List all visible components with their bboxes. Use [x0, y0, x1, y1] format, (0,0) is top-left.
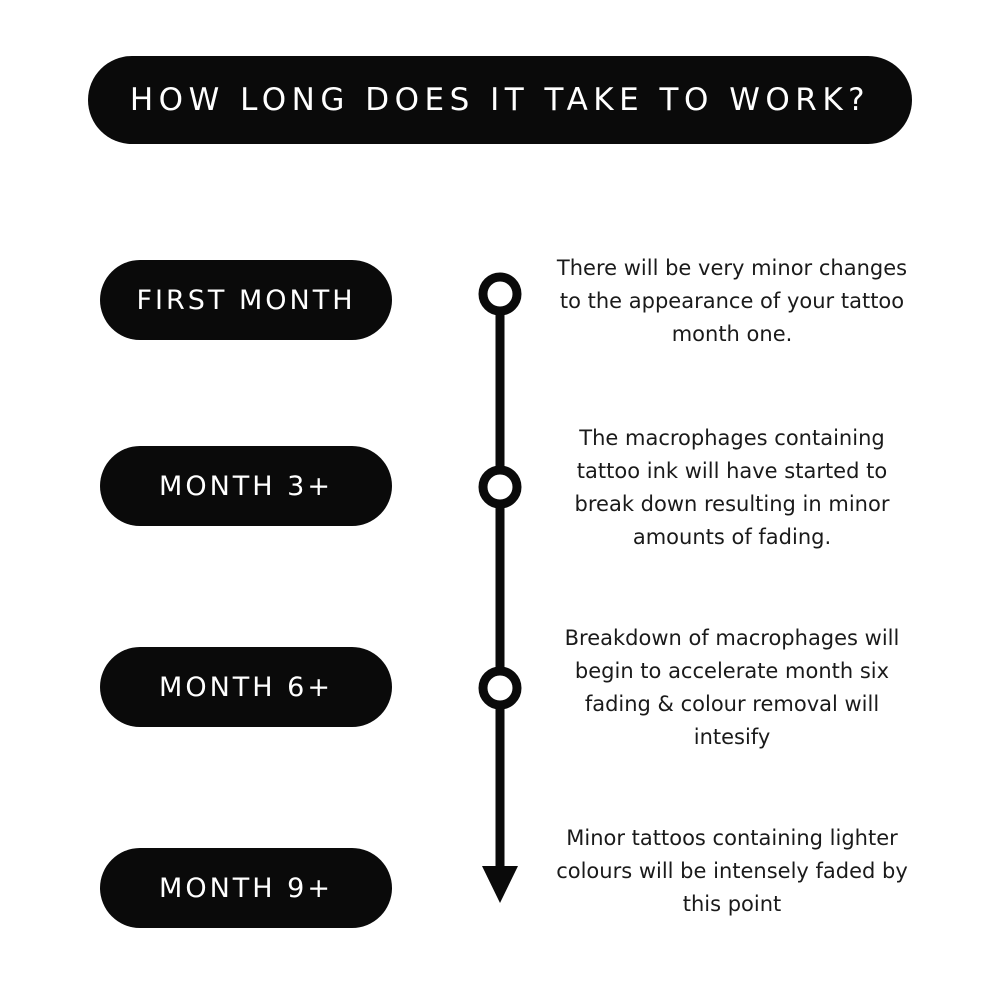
stage-description-text-1: There will be very minor changes to the appearance of your tattoo month one.	[556, 256, 908, 346]
stage-description-1	[552, 252, 912, 351]
timeline-node-3	[483, 671, 517, 705]
stage-label-pill-4	[100, 848, 392, 928]
stage-label-3: MONTH 6+	[159, 671, 333, 703]
stage-label-pill-1	[100, 260, 392, 340]
page-title: HOW LONG DOES IT TAKE TO WORK?	[129, 82, 871, 118]
stage-label-2: MONTH 3+	[159, 470, 333, 502]
timeline-arrow-down-icon	[482, 866, 518, 903]
stage-label-pill-2	[100, 446, 392, 526]
stage-label-1: FIRST MONTH	[136, 284, 356, 316]
timeline-node-1	[483, 277, 517, 311]
stage-label-pill-3	[100, 647, 392, 727]
stage-description-text-3: Breakdown of macrophages will begin to accelerate month six fading & colour removal will intesify	[564, 626, 900, 749]
stage-description-2	[552, 422, 912, 554]
stage-description-4	[552, 822, 912, 921]
timeline-axis-icon	[476, 258, 524, 910]
stage-description-text-4: Minor tattoos containing lighter colours will be intensely faded by this point	[556, 826, 908, 916]
title-pill	[88, 56, 912, 144]
stage-label-4: MONTH 9+	[159, 872, 333, 904]
timeline-node-2	[483, 470, 517, 504]
stage-description-text-2: The macrophages containing tattoo ink will have started to break down resulting in minor amounts of fading.	[574, 426, 890, 549]
stage-description-3	[552, 622, 912, 754]
